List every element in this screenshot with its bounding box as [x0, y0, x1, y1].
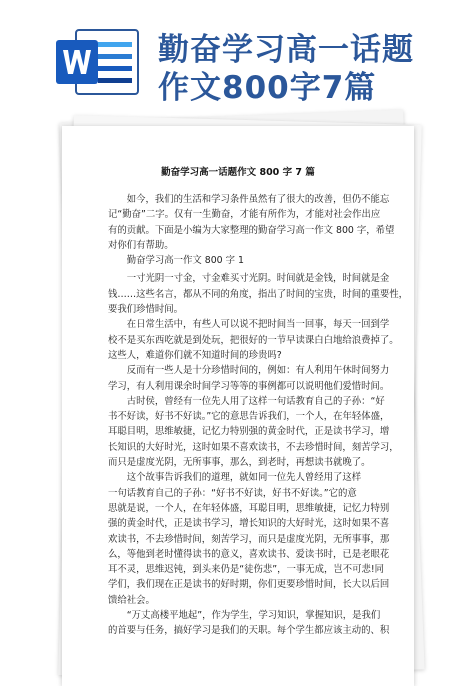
document-text-line: 古时侯，曾经有一位先人用了这样一句话教育自己的子孙：“好 [108, 395, 385, 407]
banner-title-line-1: 勤奋学习高一话题 [158, 32, 414, 68]
document-page [62, 126, 414, 686]
document-text-line: 思就是说，一个人，在年轻体盛，耳聪目明，思维敏捷，记忆力特别 [108, 502, 390, 514]
document-text-line: “万丈高楼平地起”，作为学生，学习知识，掌握知识，是我们 [108, 610, 381, 622]
document-text-line: 校不是买东西吃就是到处玩，把很好的一节早读课白白地给浪费掉了。 [108, 334, 399, 346]
header-banner [0, 0, 474, 118]
document-title: 勤奋学习高一话题作文 800 字 7 篇 [161, 167, 315, 178]
document-text-line: 欢读书，不去珍惜时间，刻苦学习，而只是虚度光阴，无所事事，那 [108, 533, 390, 545]
document-body [108, 192, 409, 639]
document-text-line: 对你们有帮助。 [108, 239, 174, 251]
document-text-line: 书不好读，好书不好读。”它的意思告诉我们，一个人，在年轻体盛， [108, 411, 390, 423]
document-text-line: 勤奋学习高一作文 800 字 1 [108, 255, 244, 267]
document-text-line: 钱……这些名言，都从不同的角度，指出了时间的宝贵，时间的重要性， [108, 288, 409, 300]
document-text-line: 在日常生活中，有些人可以说不把时间当一回事，每天一回到学 [108, 319, 390, 331]
banner-title-line-2: 作文800字7篇 [158, 70, 377, 106]
document-text-line: 一寸光阴一寸金，寸金难买寸光阴。时间就是金钱，时间就是金 [108, 273, 390, 285]
document-text-line: 记“勤奋”二字。仅有一生勤奋，才能有所作为，才能对社会作出应 [108, 209, 381, 221]
document-text-line: 要我们珍惜时间。 [108, 304, 184, 316]
document-text-line: 长知识的大好时光，这时如果不喜欢读书，不去珍惜时间，刻苦学习， [108, 441, 399, 453]
document-text-line: 学习，有人利用课余时间学习等等的事例都可以说明他们爱惜时间。 [108, 380, 390, 392]
document-text-line: 馈给社会。 [108, 594, 155, 606]
document-text-line: 耳不灵，思维迟钝，到头来仍是“徒伤悲”，一事无成，岂不可悲!同 [108, 564, 384, 576]
document-text-line: 的首要与任务，搞好学习是我们的天职。每个学生都应该主动的、积 [108, 625, 390, 637]
document-text-line: 这个故事告诉我们的道理，就如同一位先人曾经用了这样 [108, 472, 362, 484]
document-text-line: 耳聪目明，思维敏捷，记忆力特别强的黄金时代，正是读书学习，增 [108, 426, 390, 438]
document-text-line: 学们，我们现在正是读书的好时期，你们更要珍惜时间，长大以后回 [108, 579, 390, 591]
document-text-line: 这些人，难道你们就不知道时间的珍贵吗? [108, 349, 282, 361]
document-text-line: 而只是虚度光阴，无所事事，那么，到老时，再想读书就晚了。 [108, 457, 371, 469]
document-text-line: 么，等他到老时懂得读书的意义，喜欢读书、爱读书时，已是老眼花 [108, 548, 390, 560]
document-text-line: 有的贡献。下面是小编为大家整理的勤奋学习高一作文 800 字，希望 [108, 224, 395, 236]
document-text-line: 强的黄金时代，正是读书学习，增长知识的大好时光，这时如果不喜 [108, 518, 390, 530]
word-document-icon [54, 26, 142, 98]
document-text-line: 一句话教育自己的子孙：“好书不好读，好书不好读。”它的意 [108, 487, 357, 499]
document-text-line: 如今，我们的生活和学习条件虽然有了很大的改善，但仍不能忘 [108, 194, 390, 205]
document-text-line: 反而有一些人是十分珍惜时间的，例如：有人利用午休时间努力 [108, 365, 390, 377]
